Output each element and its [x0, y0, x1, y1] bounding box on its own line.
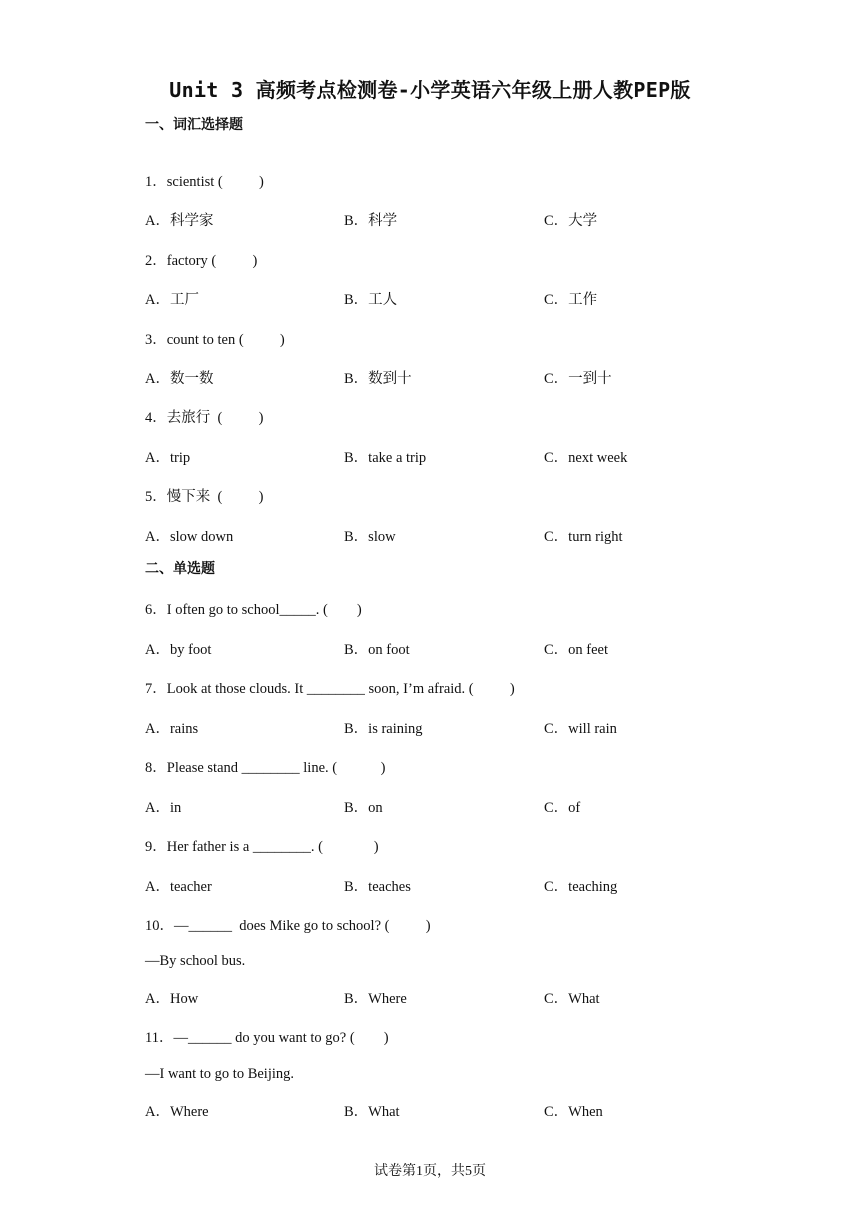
dialogue-answer: —I want to go to Beijing.: [145, 1066, 295, 1082]
option-b[interactable]: B．slow: [344, 529, 396, 545]
question-stem: 8．Please stand ________ line. ( ): [145, 760, 386, 776]
option-c[interactable]: C．What: [544, 991, 600, 1007]
option-b[interactable]: B．is raining: [344, 721, 423, 737]
option-a[interactable]: A．数一数: [145, 371, 214, 387]
option-b[interactable]: B．科学: [344, 213, 398, 229]
option-b[interactable]: B．take a trip: [344, 450, 427, 466]
question-stem: 7．Look at those clouds. It ________ soon, I’m afraid. ( ): [145, 681, 515, 697]
option-c[interactable]: C．teaching: [544, 879, 618, 895]
option-a[interactable]: A．slow down: [145, 529, 234, 545]
option-b[interactable]: B．on foot: [344, 642, 410, 658]
section-heading-single-choice: 二、单选题: [145, 561, 215, 577]
option-a[interactable]: A．teacher: [145, 879, 212, 895]
question-stem: 2．factory ( ): [145, 253, 258, 269]
option-c[interactable]: C．will rain: [544, 721, 617, 737]
question-stem: 6．I often go to school_____. ( ): [145, 602, 362, 618]
option-a[interactable]: A．Where: [145, 1104, 209, 1120]
option-c[interactable]: C．大学: [544, 213, 598, 229]
question-stem: 11．—______ do you want to go? ( ): [145, 1030, 389, 1046]
option-a[interactable]: A．by foot: [145, 642, 212, 658]
question-stem: 9．Her father is a ________. ( ): [145, 839, 379, 855]
page-footer: 试卷第1页，共5页: [374, 1164, 486, 1179]
option-a[interactable]: A．科学家: [145, 213, 214, 229]
question-stem: 4．去旅行 ( ): [145, 410, 264, 426]
option-c[interactable]: C．工作: [544, 292, 598, 308]
question-stem: 1．scientist ( ): [145, 174, 264, 190]
option-a[interactable]: A．工厂: [145, 292, 199, 308]
option-a[interactable]: A．in: [145, 800, 182, 816]
option-c[interactable]: C．of: [544, 800, 581, 816]
option-b[interactable]: B．数到十: [344, 371, 412, 387]
option-c[interactable]: C．一到十: [544, 371, 612, 387]
option-b[interactable]: B．Where: [344, 991, 407, 1007]
option-a[interactable]: A．rains: [145, 721, 199, 737]
option-c[interactable]: C．on feet: [544, 642, 609, 658]
option-a[interactable]: A．How: [145, 991, 199, 1007]
option-a[interactable]: A．trip: [145, 450, 191, 466]
question-stem: 5．慢下来 ( ): [145, 489, 264, 505]
page-title: Unit 3 高频考点检测卷-小学英语六年级上册人教PEP版: [169, 78, 691, 102]
option-b[interactable]: B．工人: [344, 292, 398, 308]
dialogue-answer: —By school bus.: [145, 953, 246, 969]
option-c[interactable]: C．When: [544, 1104, 603, 1120]
section-heading-vocabulary: 一、词汇选择题: [145, 117, 243, 133]
option-b[interactable]: B．teaches: [344, 879, 411, 895]
option-b[interactable]: B．on: [344, 800, 383, 816]
option-b[interactable]: B．What: [344, 1104, 400, 1120]
question-stem: 10．—______ does Mike go to school? ( ): [145, 918, 431, 934]
option-c[interactable]: C．turn right: [544, 529, 623, 545]
option-c[interactable]: C．next week: [544, 450, 628, 466]
question-stem: 3．count to ten ( ): [145, 332, 285, 348]
